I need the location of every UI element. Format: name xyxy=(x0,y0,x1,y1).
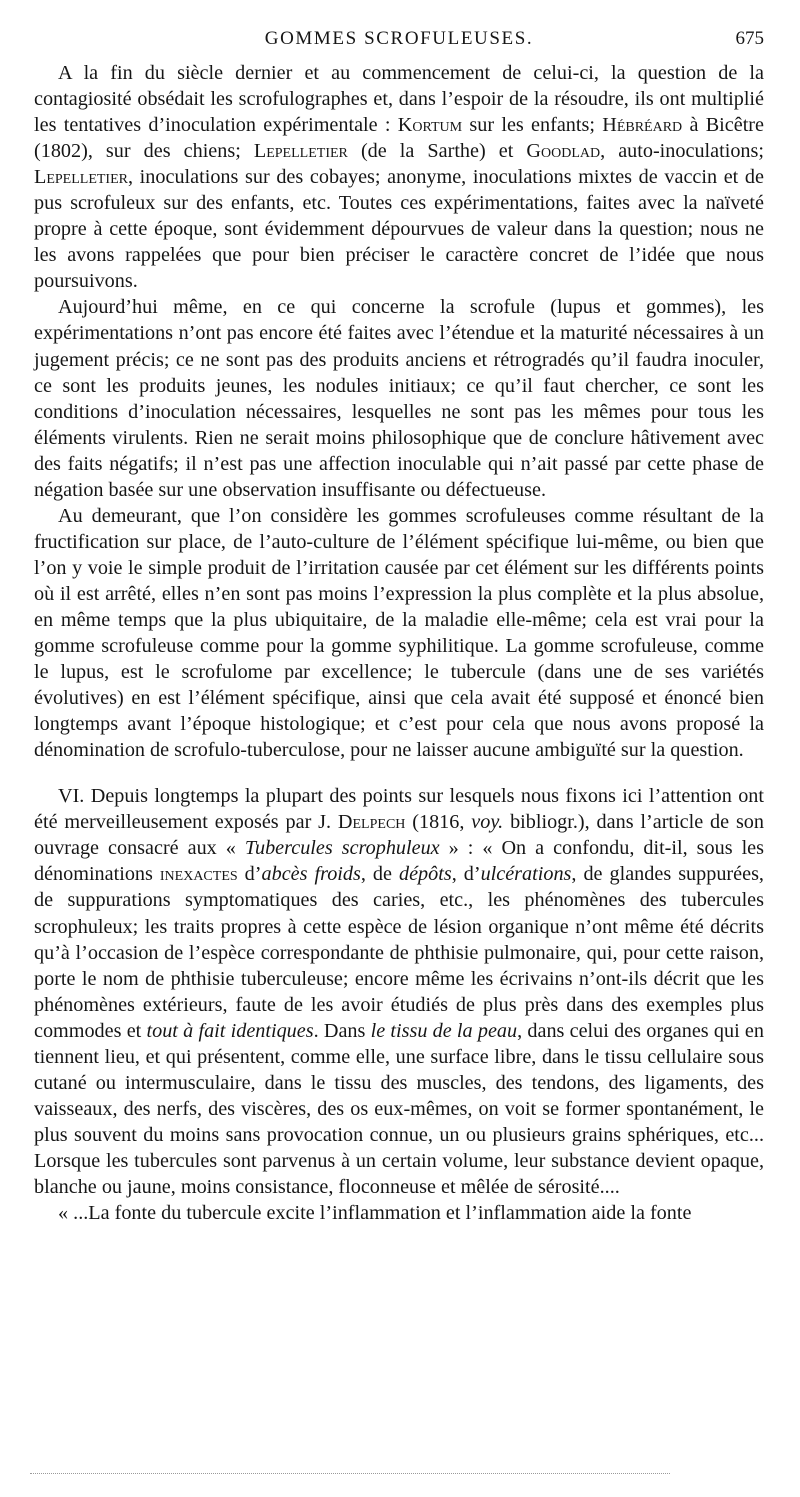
paragraph-quotation-continued xyxy=(34,1200,764,1226)
running-head: GOMMES SCROFULEUSES. xyxy=(264,28,534,49)
page-number: 675 xyxy=(735,28,764,49)
text-run: bibliogr.), dans l’article de son ouvrage consacré aux « xyxy=(34,811,764,860)
footer-dotted-rule xyxy=(30,1473,670,1474)
text-run: VI. Depuis longtemps la plupart des points sur lesquels nous fixons ici l’attention ont été merveilleusement exposés par J. xyxy=(34,785,764,834)
text-run: (1816, xyxy=(405,811,472,834)
text-run: » : « On a confondu, dit-il, sous les dénominations xyxy=(34,837,764,886)
emphasis-text: tout à fait identiques xyxy=(146,1019,314,1042)
emphasis-text: le tissu de la peau xyxy=(370,1019,518,1042)
text-run: , auto-inoculations; xyxy=(600,140,764,163)
emphasis-text: Tubercules scrophuleux xyxy=(244,837,440,860)
author-name: Hébréard xyxy=(602,114,683,137)
text-run: , dans celui des organes qui en tiennent lieu, et qui présentent, comme elle, une surface libre, dans le tissu cellulaire sous cutané ou intermusculaire, dans le tissu des muscles, des tendons, des ligaments, des vaisseaux, des nerfs, des viscères, des os eux-mêmes, on voit se former spontanément, le plus souvent du moins sans provocation connue, un ou plusieurs grains sphériques, etc... Lorsque les tubercules sont parvenus à un certain volume, leur substance devient opaque, blanche ou jaune, moins consistance, floconneuse et mêlée de sérosité.... xyxy=(34,1019,764,1198)
paragraph-section-vi xyxy=(34,783,764,1200)
paragraph-inoculation-today xyxy=(34,294,764,502)
text-run: , de glandes suppurées, de suppurations symptomatiques des caries, etc., les phénomènes des tubercules scrophuleux; les traits propres à cette espèce de lésion organique n’ont même été décrits qu’à l’occasion de l’espèce correspondante de phthisie pulmonaire, qui, pour cette raison, porte le nom de phthisie tuberculeuse; encore même les écrivains n’ont-ils décrit que les phénomènes extérieurs, faute de les avoir étudiés de plus près dans des exemples plus commodes et xyxy=(34,863,764,1042)
page-header xyxy=(34,28,764,56)
text-run: (de la Sarthe) et xyxy=(347,140,527,163)
text-run: Au demeurant, que l’on considère les gommes scrofuleuses comme résultant de la fructification sur place, de l’auto-culture de l’élément spécifique lui-même, ou bien que l’on y voie le simple produit de l’irritation causée par cet élément sur les différents points où il est arrêté, elles n’en sont pas moins l’expression la plus complète et la plus absolue, en même temps que la plus ubiquitaire, de la maladie elle-même; cela est vrai pour la gomme scrofuleuse comme pour la gomme syphilitique. La gomme scrofuleuse, comme le lupus, est le scrofulome par excellence; le tubercule (dans une de ses variétés évolutives) en est l’élément spécifique, ainsi que cela avait été supposé et énoncé bien longtemps avant l’époque histologique; et c’est pour cela que nous avons proposé la dénomination de scrofulo-tuberculose, pour ne laisser aucune ambiguïté sur la question. xyxy=(34,504,764,762)
emphasis-text: abcès froids xyxy=(261,863,361,886)
author-name: Lepelletier xyxy=(34,166,128,189)
text-run: d’ xyxy=(237,863,262,886)
text-run: , d’ xyxy=(451,863,481,886)
emphasis-text: ulcérations xyxy=(480,863,572,886)
text-run: à Bicêtre (1802), sur des chiens; xyxy=(34,114,764,163)
author-name: Kortum xyxy=(397,114,463,137)
text-run: Aujourd’hui même, en ce qui concerne la scrofule (lupus et gommes), les expérimentations n’ont pas encore été faites avec l’étendue et la maturité nécessaires à un jugement précis; ce ne sont pas des produits anciens et rétrogradés qu’il faudra inoculer, ce sont les produits jeunes, les nodules initiaux; ce qu’il faut chercher, ce sont les conditions d’inoculation nécessaires, lesquelles ne sont pas les mêmes pour tous les éléments virulents. Rien ne serait moins philosophique que de conclure hâtivement avec des faits négatifs; il n’est pas une affection inoculable qui n’ait passé par cette phase de négation basée sur une observation insuffisante ou défectueuse. xyxy=(34,296,764,501)
text-run: « ...La fonte du tubercule excite l’inflammation et l’inflammation aide la fonte xyxy=(58,1202,692,1225)
author-name: Goodlad xyxy=(526,140,601,163)
author-name: inexactes xyxy=(159,863,238,886)
text-run: sur les enfants; xyxy=(462,114,603,137)
author-name: Lepelletier xyxy=(253,140,348,163)
author-name: Delpech xyxy=(337,811,406,834)
body-text xyxy=(34,60,764,1226)
emphasis-text: voy. xyxy=(471,811,504,834)
paragraph-scrofulous-gummas xyxy=(34,503,764,763)
text-run: A la fin du siècle dernier et au commencement de celui-ci, la question de la contagiosité obsédait les scrofulographes et, dans l’espoir de la résoudre, ils ont multiplié les tentatives d’inoculation expérimentale : xyxy=(34,62,764,137)
emphasis-text: dépôts xyxy=(398,863,452,886)
text-run: , inoculations sur des cobayes; anonyme, inoculations mixtes de vaccin et de pus scrofuleux sur des enfants, etc. Toutes ces expérimentations, faites avec la naïveté propre à cette époque, sont évidemment dépourvues de valeur dans la question; nous ne les avons rappelées que pour bien préciser le caractère concret de l’idée que nous poursuivons. xyxy=(34,166,764,293)
paragraph-contagiosity xyxy=(34,60,764,294)
text-run: , de xyxy=(360,863,399,886)
text-run: . Dans xyxy=(313,1019,371,1042)
